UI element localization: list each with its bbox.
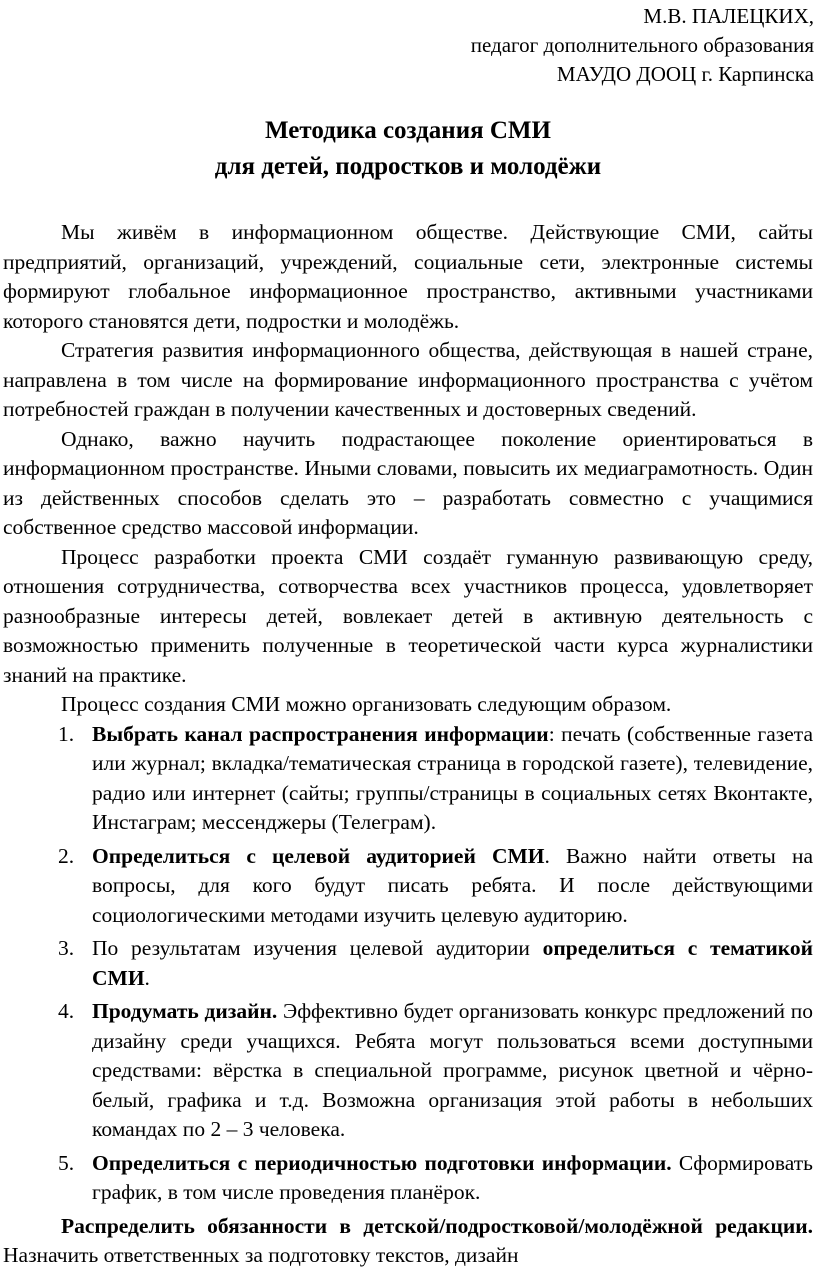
paragraph: Стратегия развития информационного общества, действующая в нашей стране, направлена в том числе на формирование информационного пространства с учётом потребностей граждан в получении качественных и достоверных сведений. <box>3 338 813 421</box>
list-item-bold: Выбрать канал распространения информации <box>92 721 549 746</box>
final-paragraph-text: Назначить ответственных за подготовку текстов, дизайн <box>3 1243 519 1267</box>
paragraph: Однако, важно научить подрастающее поколение ориентироваться в информационном пространстве. Иными словами, повысить их медиаграмотность. Один из действенных способов сделать это – разработать совместно с учащимися собственное средство массовой информации. <box>3 426 813 539</box>
document-body <box>3 218 813 1271</box>
document-title <box>0 113 816 185</box>
list-number: 5. <box>58 1150 75 1175</box>
list-item-bold: определиться с тематикой СМИ <box>92 936 813 990</box>
list-item-bold: Продумать дизайн. <box>92 999 278 1023</box>
list-item-bold: Определиться с целевой аудиторией СМИ <box>92 843 545 868</box>
list-item-text: По результатам изучения целевой аудитории <box>92 936 543 960</box>
title-line-1: Методика создания СМИ <box>265 117 551 144</box>
list-item <box>3 720 813 838</box>
list-item <box>3 997 813 1145</box>
list-item-text: . <box>144 965 150 990</box>
steps-list <box>3 720 813 1208</box>
title-line-2: для детей, подростков и молодёжи <box>214 153 602 180</box>
list-item-text: : печать (собственные газета или журнал; вкладка/тематическая страница в городской газете), телевидение, радио или интернет (сайты; группы/страницы в социальных сетях Вконтакте, Инстаграм; мессенджеры (Телеграм). <box>92 721 813 834</box>
list-number: 4. <box>58 999 75 1023</box>
list-item-text: Эффективно будет организовать конкурс предложений по дизайну среди учащихся. Ребята могут пользоваться всеми доступными средствами: вёрстка в специальной программе, рисунок цветной и чёрно-белый, графика и т.д. Возможна организация этой работы в небольших командах по 2 – 3 человека. <box>92 999 813 1141</box>
list-number: 2. <box>58 843 75 868</box>
final-paragraph-bold: Распределить обязанности в детской/подростковой/молодёжной редакции. <box>61 1213 813 1238</box>
list-number: 3. <box>58 936 75 960</box>
list-item <box>3 1149 813 1208</box>
author-name: М.В. ПАЛЕЦКИХ, <box>643 4 814 28</box>
list-item-bold: Определиться с периодичностью подготовки информации. <box>92 1150 672 1175</box>
author-position: педагог дополнительного образования <box>470 33 814 57</box>
list-item <box>3 934 813 993</box>
list-item-text: . Важно найти ответы на вопросы, для кого будут писать ребята. И после действующими социологическими методами изучить целевую аудиторию. <box>92 843 813 927</box>
list-item-text: Сформировать график, в том числе проведения планёрок. <box>92 1150 813 1204</box>
paragraph: Процесс создания СМИ можно организовать следующим образом. <box>61 692 672 716</box>
list-number: 1. <box>58 721 75 746</box>
author-block <box>214 2 814 89</box>
author-organization: МАУДО ДООЦ г. Карпинска <box>556 62 814 86</box>
paragraph: Мы живём в информационном обществе. Действующие СМИ, сайты предприятий, организаций, учреждений, социальные сети, электронные системы формируют глобальное информационное пространство, активными участниками которого становятся дети, подростки и молодёжь. <box>3 220 813 333</box>
paragraph: Процесс разработки проекта СМИ создаёт гуманную развивающую среду, отношения сотрудничества, сотворчества всех участников процесса, удовлетворяет разнообразные интересы детей, вовлекает детей в активную деятельность с возможностью применить полученные в теоретической части курса журналистики знаний на практике. <box>3 544 813 687</box>
list-item <box>3 842 813 931</box>
